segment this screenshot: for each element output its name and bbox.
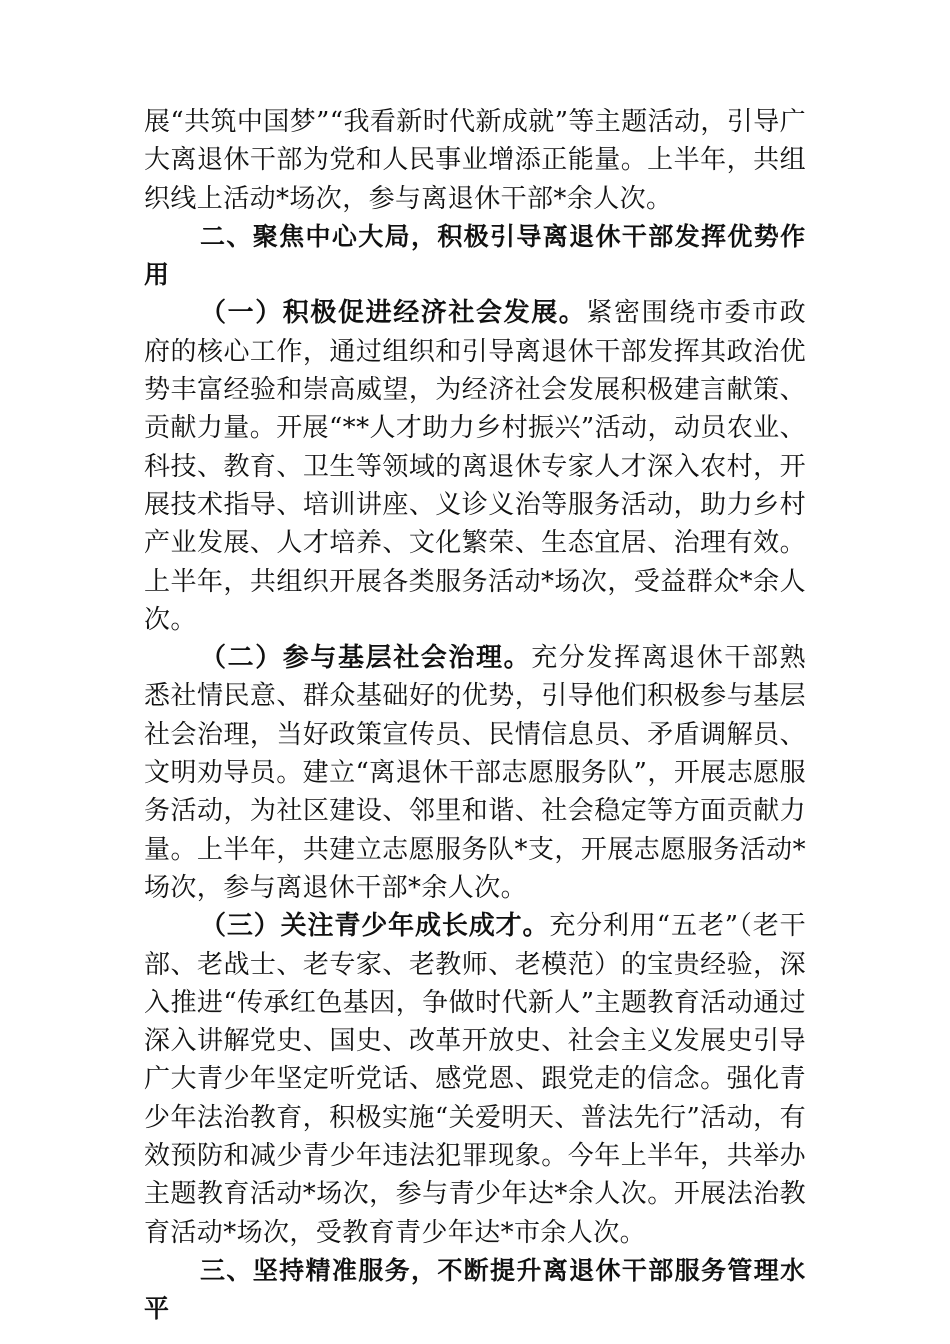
paragraph-youth-growth xyxy=(144,907,806,1252)
subsection-title: （二）参与基层社会治理。 xyxy=(200,643,532,674)
paragraph-text: 展“共筑中国梦”“我看新时代新成就”等主题活动，引导广大离退休干部为党和人民事业增添正能量。上半年，共组织线上活动*场次，参与离退休干部*余人次。 xyxy=(144,107,806,214)
paragraph-grassroots-governance xyxy=(144,639,806,907)
paragraph-text: 紧密围绕市委市政府的核心工作，通过组织和引导离退休干部发挥其政治优势丰富经验和崇高威望，为经济社会发展积极建言献策、贡献力量。开展“**人才助力乡村振兴”活动，动员农业、科技、教育、卫生等领域的离退休专家人才深入农村，开展技术指导、培训讲座、义诊义治等服务活动，助力乡村产业发展、人才培养、文化繁荣、生态宜居、治理有效。上半年，共组织开展各类服务活动*场次，受益群众*余人次。 xyxy=(144,298,807,635)
section-heading-3 xyxy=(144,1252,806,1329)
paragraph-text: 充分利用“五老”（老干部、老战士、老专家、老教师、老模范）的宝贵经验，深入推进“传承红色基因，争做时代新人”主题教育活动通过深入讲解党史、国史、改革开放史、社会主义发展史引导广大青少年坚定听党话、感党恩、跟党走的信念。强化青少年法治教育，积极实施“关爱明天、普法先行”活动，有效预防和减少青少年违法犯罪现象。今年上半年，共举办主题教育活动*场次，参与青少年达*余人次。开展法治教育活动*场次，受教育青少年达*市余人次。 xyxy=(144,911,806,1248)
subsection-title: （三）关注青少年成长成才。 xyxy=(200,911,550,942)
section-heading-2 xyxy=(144,218,806,295)
paragraph-activities-summary xyxy=(144,103,806,218)
document-body xyxy=(144,103,806,1329)
paragraph-economic-development xyxy=(144,294,806,639)
paragraph-text: 充分发挥离退休干部熟悉社情民意、群众基础好的优势，引导他们积极参与基层社会治理，当好政策宣传员、民情信息员、矛盾调解员、文明劝导员。建立“离退休干部志愿服务队”，开展志愿服务活动，为社区建设、邻里和谐、社会稳定等方面贡献力量。上半年，共建立志愿服务队*支，开展志愿服务活动*场次，参与离退休干部*余人次。 xyxy=(144,643,806,903)
heading-text: 三、坚持精准服务，不断提升离退休干部服务管理水平 xyxy=(144,1255,806,1324)
subsection-title: （一）积极促进经济社会发展。 xyxy=(200,298,587,329)
heading-text: 二、聚焦中心大局，积极引导离退休干部发挥优势作用 xyxy=(144,221,806,290)
